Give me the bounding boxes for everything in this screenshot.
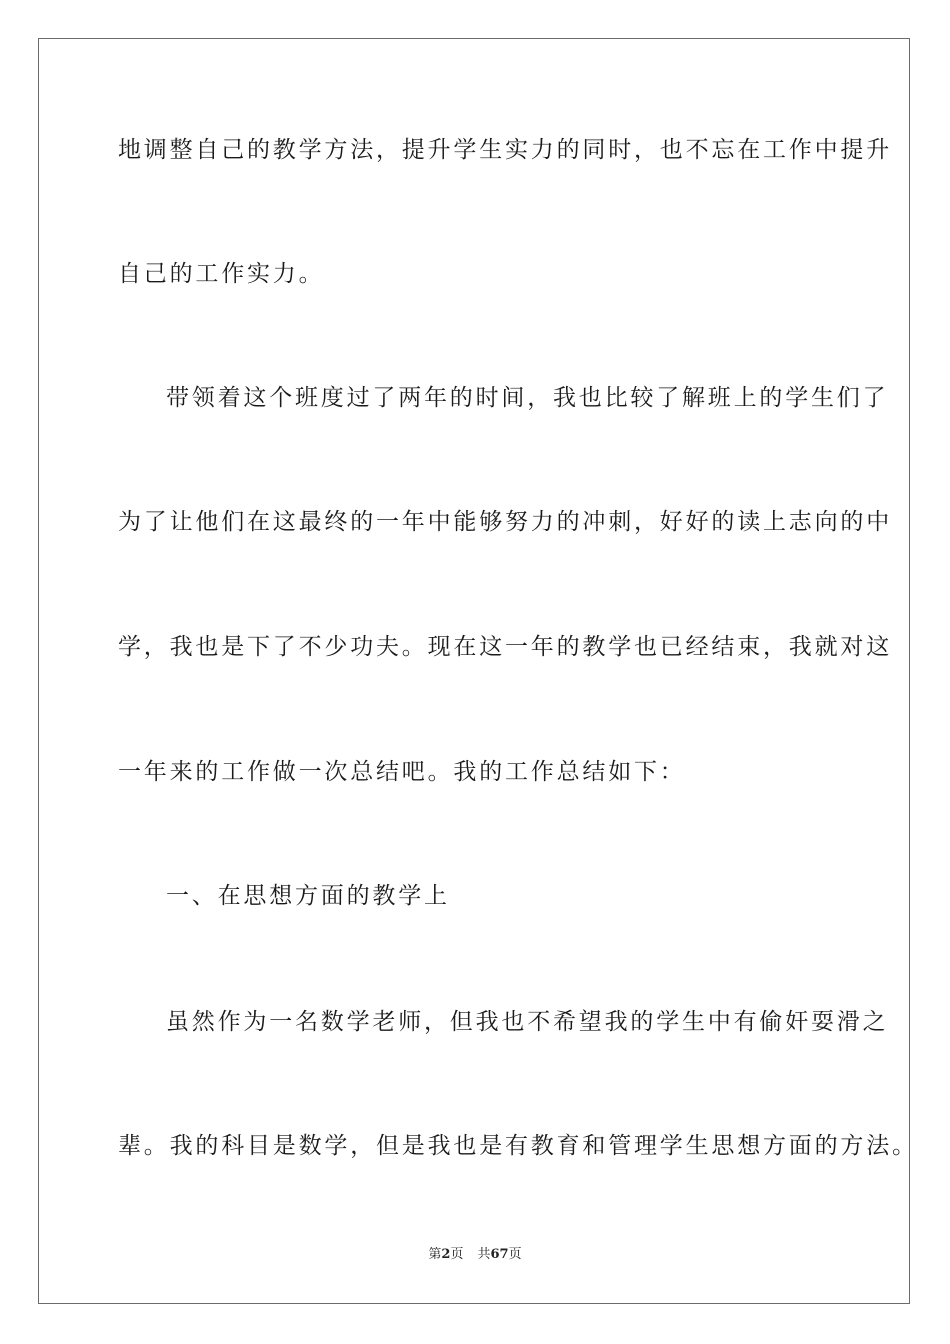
body-line-1: 地调整自己的教学方法，提升学生实力的同时，也不忘在工作中提升 <box>118 137 892 163</box>
total-suffix: 页 <box>508 1247 522 1262</box>
total-prefix: 共 <box>477 1247 491 1262</box>
page-prefix: 第 <box>428 1247 442 1262</box>
body-line-8: 虽然作为一名数学老师，但我也不希望我的学生中有偷奸耍滑之 <box>166 1009 889 1035</box>
page-total: 67 <box>490 1247 509 1262</box>
page-suffix: 页 <box>450 1247 464 1262</box>
body-line-9: 辈。我的科目是数学，但是我也是有教育和管理学生思想方面的方法。 <box>118 1133 918 1159</box>
body-line-3: 带领着这个班度过了两年的时间，我也比较了解班上的学生们了 <box>166 385 889 411</box>
page-footer <box>0 1247 950 1263</box>
body-line-2: 自己的工作实力。 <box>118 261 325 287</box>
page-border <box>38 38 918 1304</box>
page-current: 2 <box>441 1247 451 1262</box>
body-line-5: 学，我也是下了不少功夫。现在这一年的教学也已经结束，我就对这 <box>118 634 892 660</box>
body-line-4: 为了让他们在这最终的一年中能够努力的冲刺，好好的读上志向的中 <box>118 509 892 535</box>
body-line-6: 一年来的工作做一次总结吧。我的工作总结如下： <box>118 759 686 785</box>
section-heading: 一、在思想方面的教学上 <box>166 883 450 909</box>
